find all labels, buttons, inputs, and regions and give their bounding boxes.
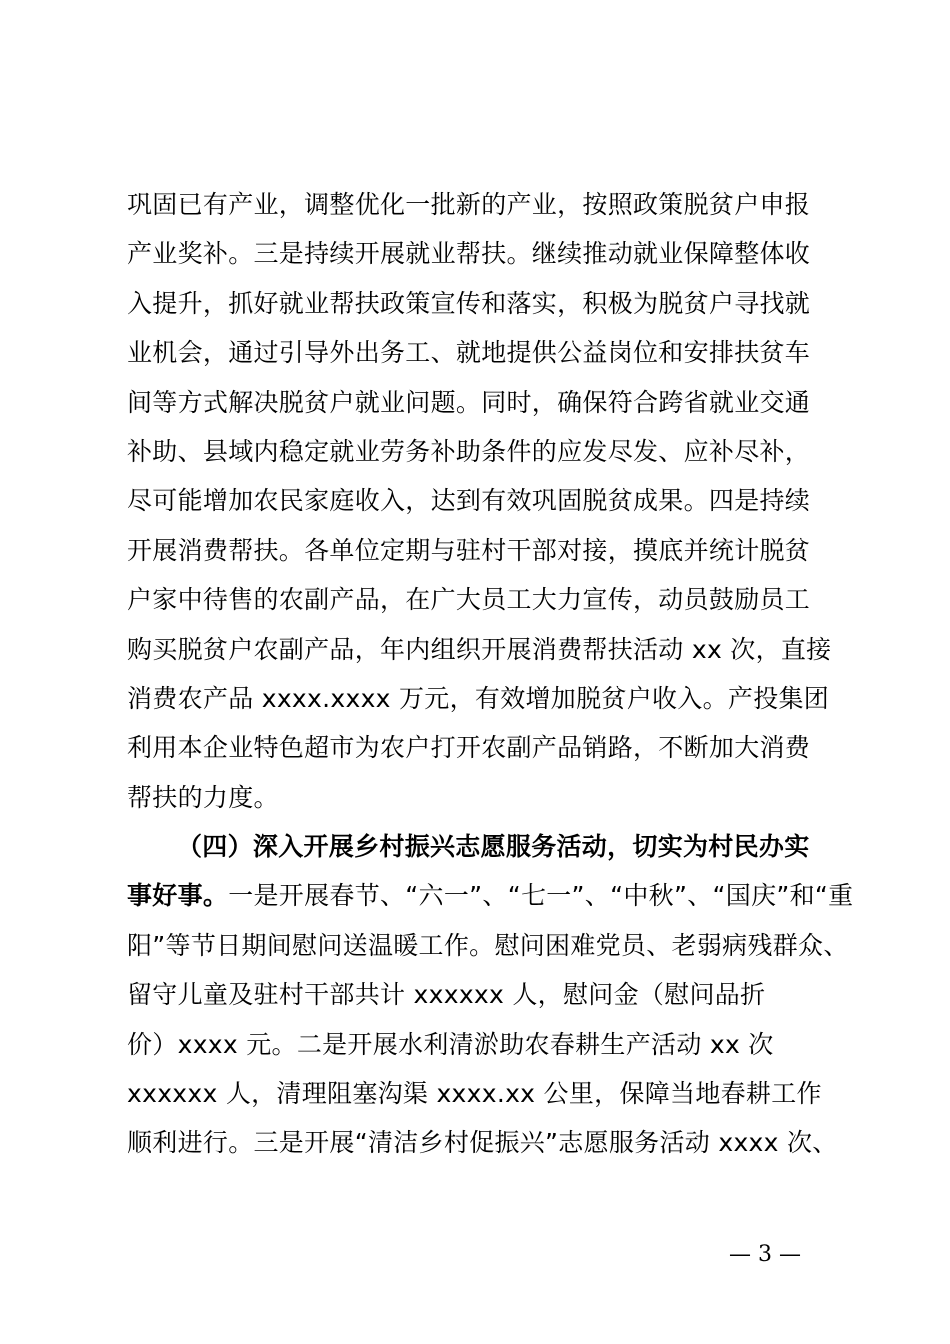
text-line-rest: 一是开展春节、“六一”、“七一”、“中秋”、“国庆”和“重 bbox=[228, 881, 854, 911]
section-heading: （四）深入开展乡村振兴志愿服务活动，切实为村民办实 bbox=[177, 832, 810, 862]
text-line: 价）xxxx 元。二是开展水利清淤助农春耕生产活动 xx 次 bbox=[127, 1029, 774, 1059]
text-line bbox=[127, 871, 854, 920]
body-text bbox=[127, 180, 854, 1168]
text-line: 帮扶的力度。 bbox=[127, 782, 279, 812]
text-line: 间等方式解决脱贫户就业问题。同时，确保符合跨省就业交通 bbox=[127, 387, 811, 417]
text-line: 户家中待售的农副产品，在广大员工大力宣传，动员鼓励员工 bbox=[127, 585, 811, 615]
text-line: 产业奖补。三是持续开展就业帮扶。继续推动就业保障整体收 bbox=[127, 239, 811, 269]
text-line: 阳”等节日期间慰问送温暖工作。慰问困难党员、老弱病残群众、 bbox=[127, 930, 849, 960]
text-line: 开展消费帮扶。各单位定期与驻村干部对接，摸底并统计脱贫 bbox=[127, 535, 811, 565]
text-line: 购买脱贫户农副产品，年内组织开展消费帮扶活动 xx 次，直接 bbox=[127, 634, 832, 664]
text-line: 业机会，通过引导外出务工、就地提供公益岗位和安排扶贫车 bbox=[127, 338, 811, 368]
text-line: xxxxxx 人，清理阻塞沟渠 xxxx.xx 公里，保障当地春耕工作 bbox=[127, 1079, 822, 1109]
text-line: 顺利进行。三是开展“清洁乡村促振兴”志愿服务活动 xxxx 次、 bbox=[127, 1128, 838, 1158]
text-line: 入提升，抓好就业帮扶政策宣传和落实，积极为脱贫户寻找就 bbox=[127, 288, 811, 318]
text-line: 补助、县域内稳定就业劳务补助条件的应发尽发、应补尽补， bbox=[127, 436, 811, 466]
text-line: 尽可能增加农民家庭收入，达到有效巩固脱贫成果。四是持续 bbox=[127, 486, 811, 516]
section-heading-end: 事好事。 bbox=[127, 881, 229, 911]
text-line: 巩固已有产业，调整优化一批新的产业，按照政策脱贫户申报 bbox=[127, 190, 811, 219]
page-number: — 3 — bbox=[729, 1242, 801, 1267]
text-line: 留守儿童及驻村干部共计 xxxxxx 人，慰问金（慰问品折 bbox=[127, 980, 766, 1010]
text-line: 利用本企业特色超市为农户打开农副产品销路，不断加大消费 bbox=[127, 733, 811, 763]
text-line: 消费农产品 xxxx.xxxx 万元，有效增加脱贫户收入。产投集团 bbox=[127, 683, 830, 713]
